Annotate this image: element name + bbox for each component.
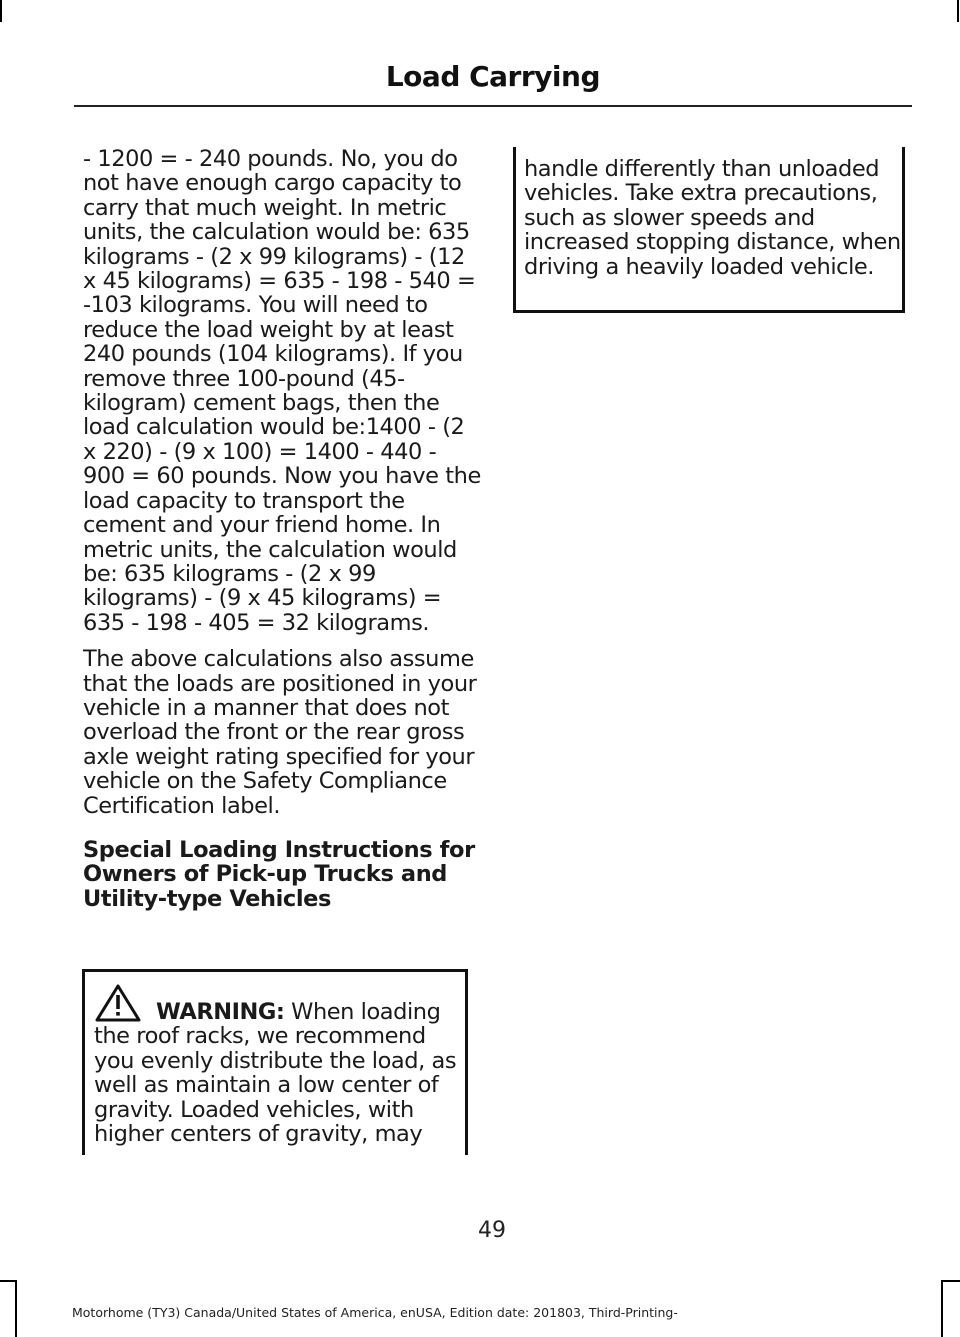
crop-mark-top-right xyxy=(957,0,959,22)
crop-mark-bottom-right-v xyxy=(941,1280,943,1337)
page-header-title: Load Carrying xyxy=(385,60,600,93)
crop-mark-bottom-left-v xyxy=(15,1280,17,1337)
crop-mark-top-left xyxy=(0,0,2,22)
left-column xyxy=(83,147,481,911)
body-paragraph-axle-weight: The above calculations also assume that the loads are positioned in your vehicle in a manner that does not overload the front or the rear gross axle weight rating specified for your vehicle on the Safety Compliance Certification label. xyxy=(83,646,477,819)
page-footer: Motorhome (TY3) Canada/United States of America, enUSA, Edition date: 201803, Third-Printing- xyxy=(72,1305,678,1320)
crop-mark-bottom-left-h xyxy=(0,1280,17,1282)
body-paragraph-calculation: - 1200 = - 240 pounds. No, you do not have enough cargo capacity to carry that much weight. In metric units, the calculation would be: 635 kilograms - (2 x 99 kilograms) - (12 x 45 kilograms) = 635 - 198 - 540 = -103 kilograms. You will need to reduce the load weight by at least 240 pounds (104 kilograms). If you remove three 100-pound (45-kilogram) cement bags, then the load calculation would be:1400 - (2 x 220) - (9 x 100) = 1400 - 440 - 900 = 60 pounds. Now you have the load capacity to transport the cement and your friend home. In metric units, the calculation would be: 635 kilograms - (2 x 99 kilograms) - (9 x 45 kilograms) = 635 - 198 - 405 = 32 kilograms. xyxy=(83,146,481,636)
warning-body-left: When loading the roof racks, we recommend you evenly distribute the load, as well as maintain a low center of gravity. Loaded vehicles, with higher centers of gravity, may xyxy=(94,999,457,1148)
warning-box-left xyxy=(82,969,468,1155)
warning-text-right: handle differently than unloaded vehicles. Take extra precautions, such as slower speeds and increased stopping distance, when driving a heavily loaded vehicle. xyxy=(524,156,901,280)
warning-box-right xyxy=(513,147,905,313)
crop-mark-bottom-right-h xyxy=(941,1280,960,1282)
header-rule xyxy=(74,105,912,107)
warning-label: WARNING: xyxy=(156,999,285,1025)
page-number: 49 xyxy=(478,1218,506,1243)
warning-text-left xyxy=(94,1000,466,1146)
section-heading: Special Loading Instructions for Owners of Pick-up Trucks and Utility-type Vehicles xyxy=(83,836,475,912)
